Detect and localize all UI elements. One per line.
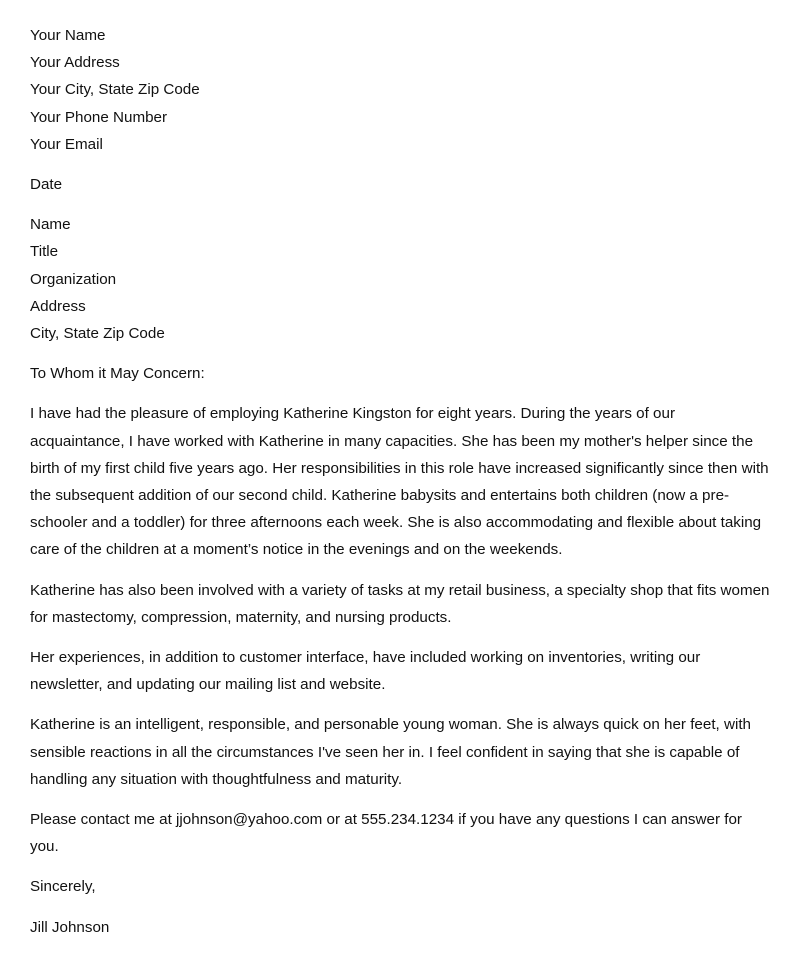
sender-email: Your Email [30, 135, 103, 153]
recipient-organization: Organization [30, 270, 117, 288]
closing: Sincerely, [30, 878, 96, 896]
body-paragraph-3-block [30, 644, 772, 698]
recipient-name: Name [30, 216, 71, 234]
sender-city-state-zip: Your City, State Zip Code [30, 81, 200, 99]
sender-address: Your Address [30, 54, 120, 72]
recipient-block [30, 211, 772, 347]
sender-name: Your Name [30, 27, 106, 44]
signature-block [30, 914, 772, 941]
salutation-block [30, 360, 772, 387]
body-paragraph: I have had the pleasure of employing Katherine Kingston for eight years. During the years of our acquaintance, I have worked with Katherine in many capacities. She has been my mother's helper since the birth of my first child five years ago. Her responsibilities in this role have increased significantly since then with the subsequent addition of our second child. Katherine babysits and entertains both children (now a pre-schooler and a toddler) for three afternoons each week. She is also accommodating and flexible about taking care of the children at a moment’s notice in the evenings and on the weekends. [30, 405, 769, 559]
salutation: To Whom it May Concern: [30, 365, 205, 383]
closing-block [30, 873, 772, 900]
signature-name: Jill Johnson [30, 918, 110, 936]
body-paragraph-1-block [30, 400, 772, 563]
recipient-city-state-zip: City, State Zip Code [30, 325, 165, 343]
body-paragraph: Katherine is an intelligent, responsible, and personable young woman. She is always quick on her feet, with sensible reactions in all the circumstances I've seen her in. I feel confident in saying that she is capable of handling any situation with thoughtfulness and maturity. [30, 716, 751, 788]
body-paragraph-4-block [30, 711, 772, 793]
body-paragraph: Katherine has also been involved with a variety of tasks at my retail business, a specialty shop that fits women for mastectomy, compression, maternity, and nursing products. [30, 581, 770, 626]
recipient-title: Title [30, 243, 59, 261]
body-paragraph: Please contact me at jjohnson@yahoo.com or at 555.234.1234 if you have any questions I can answer for you. [30, 811, 742, 856]
body-paragraph-5-block [30, 806, 772, 860]
body-paragraph: Her experiences, in addition to customer interface, have included working on inventories, writing our newsletter, and updating our mailing list and website. [30, 649, 701, 694]
date-block [30, 171, 772, 198]
letter-page [30, 22, 772, 941]
body-paragraph-2-block [30, 577, 772, 631]
letter-date: Date [30, 176, 63, 194]
sender-block [30, 22, 772, 158]
recipient-address: Address [30, 297, 86, 315]
sender-phone: Your Phone Number [30, 108, 168, 126]
